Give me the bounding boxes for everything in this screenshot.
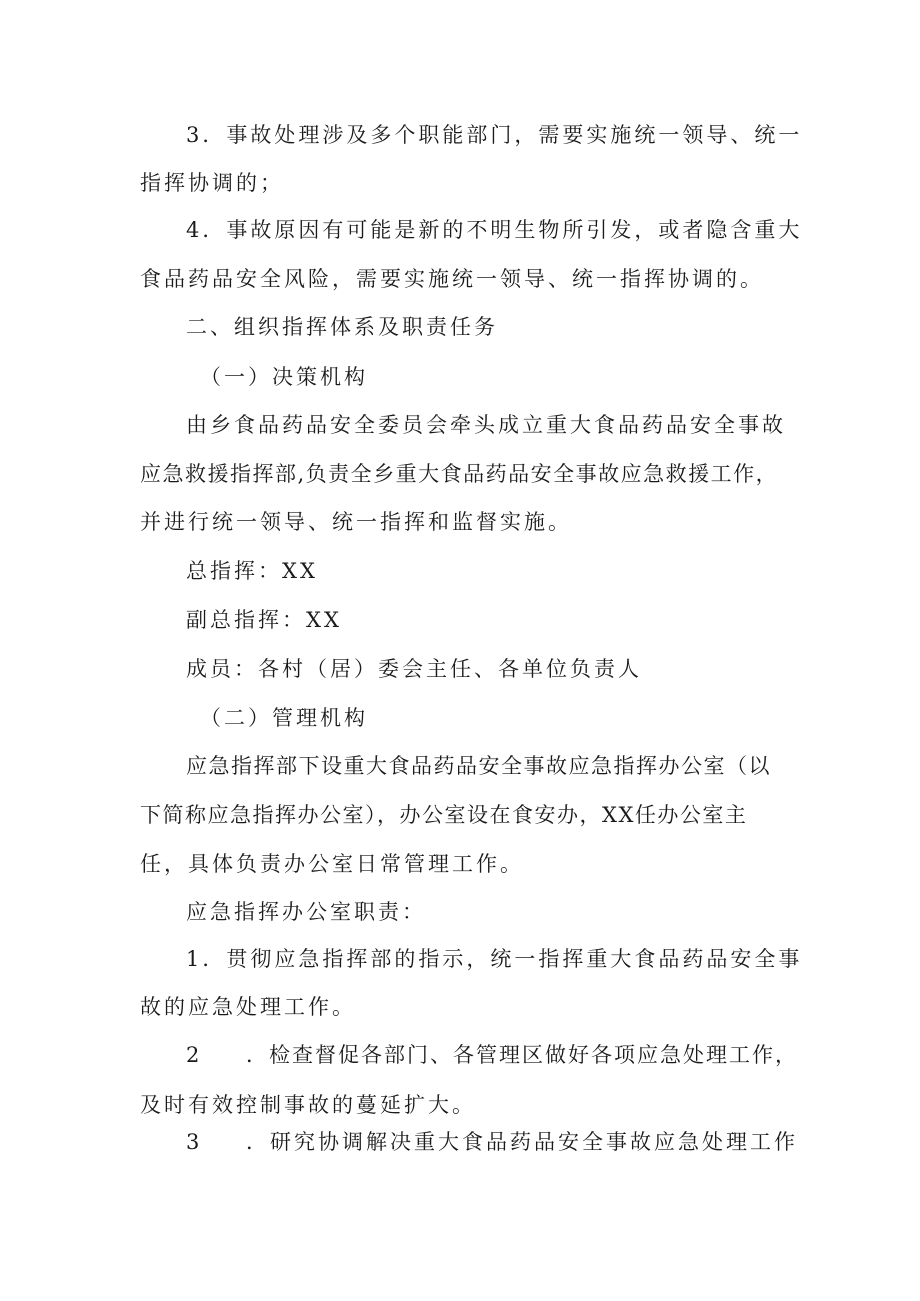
paragraph-line: 1．贯彻应急指挥部的指示，统一指挥重大食品药品安全事 (186, 947, 803, 971)
list-number: 3 (186, 1130, 203, 1154)
paragraph-line: 应急救援指挥部,负责全乡重大食品药品安全事故应急救援工作， (140, 462, 779, 486)
deputy-commander-line: 副总指挥：XX (186, 608, 342, 632)
paragraph-line: 应急指挥办公室职责： (186, 900, 426, 924)
paragraph-line: 4．事故原因有可能是新的不明生物所引发，或者隐含重大 (186, 218, 803, 242)
paragraph-line: ．研究协调解决重大食品药品安全事故应急处理工作 (246, 1130, 798, 1154)
paragraph-line: 3．事故处理涉及多个职能部门，需要实施统一领导、统一 (186, 123, 803, 147)
subsection-heading: （二）管理机构 (200, 706, 368, 730)
paragraph-line: 指挥协调的； (140, 171, 284, 195)
paragraph-line: ．检查督促各部门、各管理区做好各项应急处理工作， (246, 1043, 798, 1067)
subsection-heading: （一）决策机构 (200, 365, 368, 389)
members-line: 成员：各村（居）委会主任、各单位负责人 (186, 657, 642, 681)
paragraph-line: 由乡食品药品安全委员会牵头成立重大食品药品安全事故 (186, 413, 786, 437)
commander-line: 总指挥：XX (186, 559, 318, 583)
section-heading: 二、组织指挥体系及职责任务 (186, 315, 498, 339)
paragraph-line: 及时有效控制事故的蔓延扩大。 (140, 1093, 476, 1117)
paragraph-line: 下简称应急指挥办公室），办公室设在食安办，XX任办公室主 (140, 803, 748, 827)
paragraph-line: 并进行统一领导、统一指挥和监督实施。 (140, 510, 572, 534)
paragraph-line: 食品药品安全风险，需要实施统一领导、统一指挥协调的。 (140, 267, 764, 291)
list-number: 2 (186, 1043, 203, 1067)
paragraph-line: 故的应急处理工作。 (140, 995, 356, 1019)
paragraph-line: 任，具体负责办公室日常管理工作。 (140, 852, 524, 876)
paragraph-line: 应急指挥部下设重大食品药品安全事故应急指挥办公室（以 (186, 754, 771, 778)
